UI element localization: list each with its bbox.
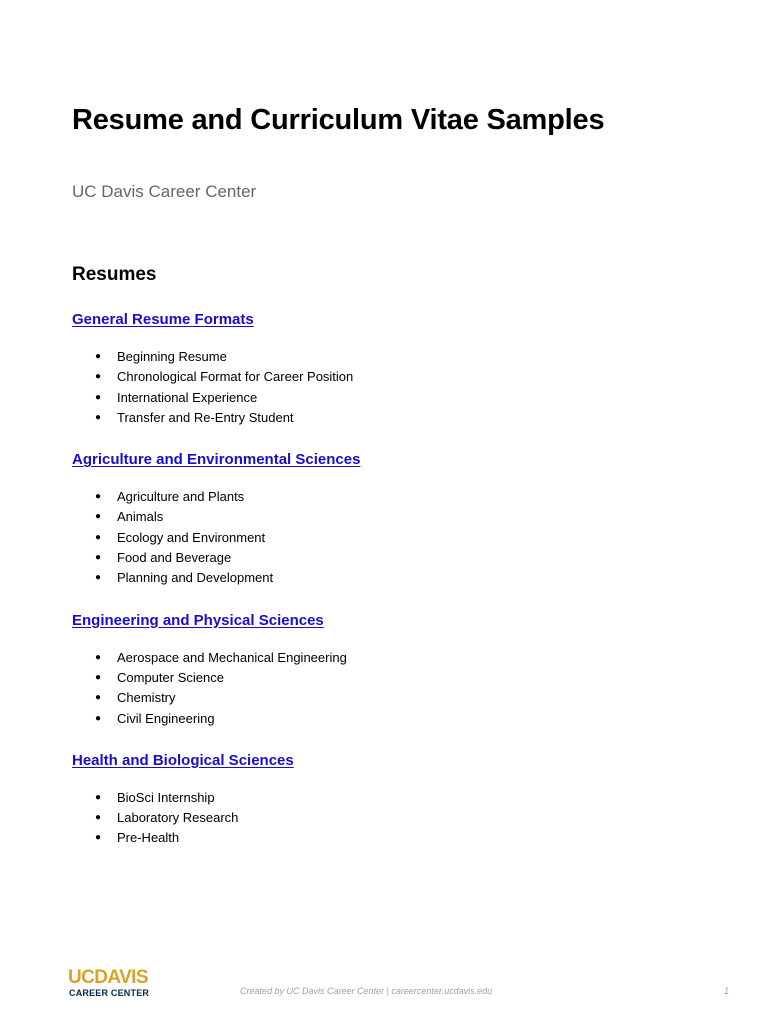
list-item [72,668,692,688]
list-item [72,648,692,668]
list-item [72,507,692,527]
bullet-icon: ● [95,391,102,403]
list-item-label: Beginning Resume [117,349,227,364]
logo-subtitle: CAREER CENTER [69,988,150,998]
category-section [72,751,692,849]
page-title: Resume and Curriculum Vitae Samples [72,104,605,136]
bullet-icon: ● [95,572,102,584]
list-item-label: International Experience [117,389,258,405]
list-item-label: Animals [117,509,164,525]
resume-categories [72,310,692,871]
bullet-icon: ● [95,692,102,704]
list-item [72,408,692,428]
page-number: 1 [724,986,730,996]
list-item [72,487,692,507]
list-item [72,367,692,387]
category-item-list [72,347,692,428]
bullet-icon: ● [95,371,102,383]
category-section [72,450,692,588]
list-item-label: Food and Beverage [117,550,232,566]
list-item [72,788,692,808]
bullet-icon: ● [95,712,102,724]
footer-credit: Created by UC Davis Career Center | careercenter.ucdavis.edu [240,986,493,996]
list-item-label: Aerospace and Mechanical Engineering [117,649,347,665]
category-item-list [72,648,692,729]
bullet-icon: ● [95,671,102,683]
list-item-label: BioSci Internship [117,789,215,805]
bullet-icon: ● [95,812,102,824]
list-item [72,548,692,568]
bullet-icon: ● [95,531,102,543]
list-item [72,528,692,548]
list-item-label: Planning and Development [117,570,274,586]
bullet-icon: ● [95,651,102,663]
logo-wordmark: UCDAVIS [68,967,148,988]
list-item [72,688,692,708]
list-item [72,709,692,729]
list-item [72,568,692,588]
bullet-icon: ● [95,351,102,362]
bullet-icon: ● [95,411,102,423]
page-subtitle: UC Davis Career Center [72,182,257,201]
list-item-label: Ecology and Environment [117,529,266,545]
category-section [72,310,692,428]
category-link[interactable]: Engineering and Physical Sciences [72,611,324,629]
list-item-label: Transfer and Re-Entry Student [117,409,294,425]
category-section [72,611,692,729]
category-link[interactable]: Health and Biological Sciences [72,751,294,769]
category-item-list [72,487,692,588]
list-item-label: Chemistry [117,690,176,706]
list-item [72,388,692,408]
bullet-icon: ● [95,511,102,523]
bullet-icon: ● [95,552,102,564]
bullet-icon: ● [95,491,102,503]
ucdavis-career-center-logo [68,968,158,1000]
bullet-icon: ● [95,832,102,844]
list-item-label: Agriculture and Plants [117,489,245,505]
list-item-label: Computer Science [117,669,224,685]
list-item [72,347,692,367]
bullet-icon: ● [95,791,102,803]
category-link[interactable]: General Resume Formats [72,311,254,328]
list-item [72,808,692,828]
list-item-label: Chronological Format for Career Position [117,369,354,385]
list-item-label: Laboratory Research [117,810,239,826]
category-link[interactable]: Agriculture and Environmental Sciences [72,451,361,469]
list-item-label: Pre-Health [117,830,180,846]
section-heading-resumes: Resumes [72,264,157,285]
list-item-label: Civil Engineering [117,710,215,726]
list-item [72,828,692,848]
category-item-list [72,788,692,849]
